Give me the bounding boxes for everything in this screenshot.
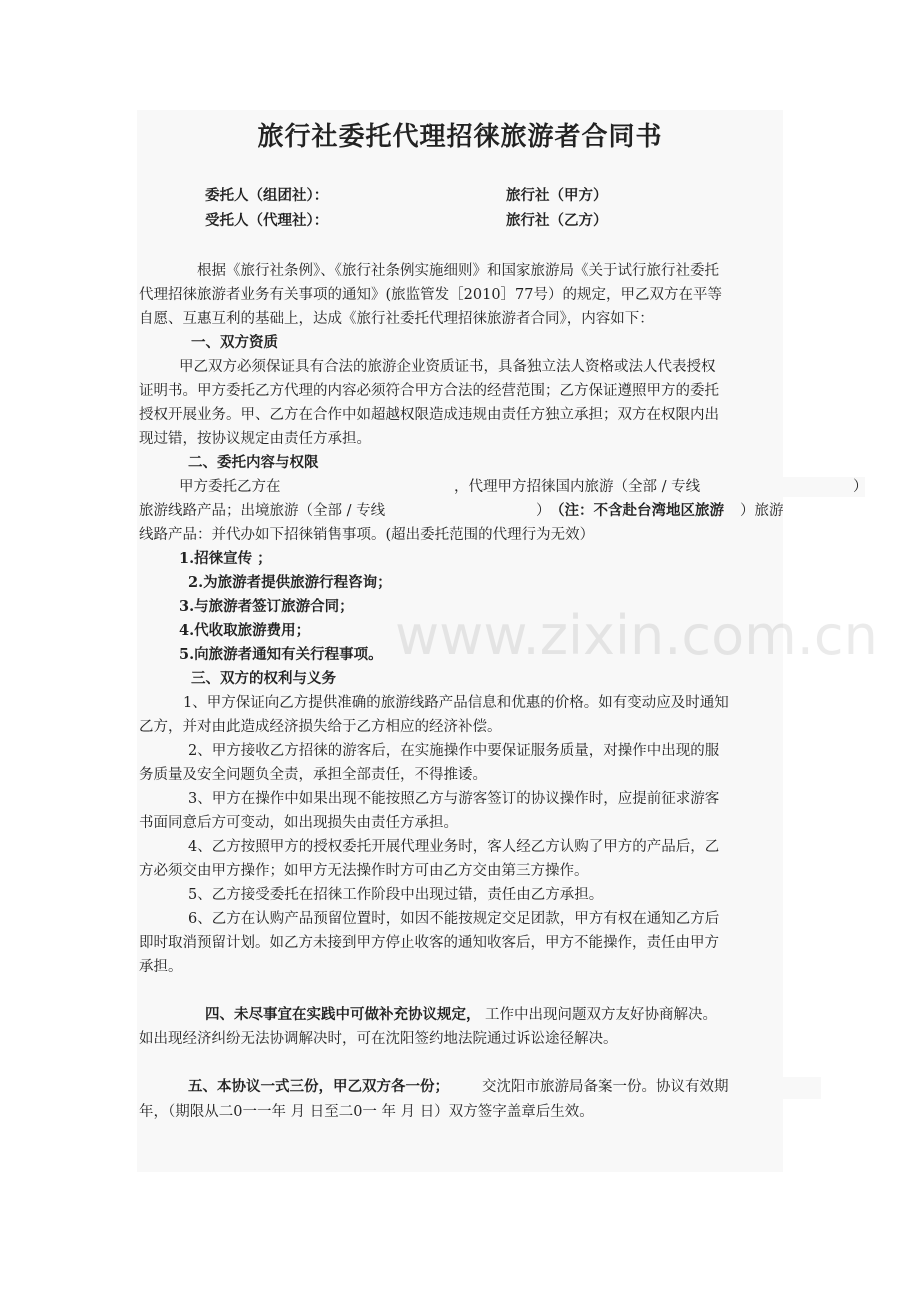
note-taiwan: （注：不含赴台湾地区旅游: [550, 502, 724, 519]
paragraph-line: 年，（期限从二0一一年 月 日至二0一 年 月 日）双方签字盖章后生效。: [139, 1104, 594, 1120]
paragraph-line: 如出现经济纠纷无法协调解决时，可在沈阳签约地法院通过诉讼途径解决。: [139, 1031, 618, 1047]
paragraph-line: 1、甲方保证向乙方提供准确的旅游线路产品信息和优惠的价格。如有变动应及时通知: [183, 695, 729, 711]
paragraph-line: 5、乙方接受委托在招徕工作阶段中出现过错，责任由乙方承担。: [188, 887, 604, 903]
section-heading: 三、双方的权利与义务: [191, 670, 336, 687]
list-item: 1.招徕宣传 ；: [179, 550, 272, 567]
section-heading: 四、未尽事宜在实践中可做补充协议规定，: [205, 1006, 481, 1023]
preamble-line: 自愿、互惠互利的基础上，达成《旅行社委托代理招徕旅游者合同》，内容如下：: [139, 311, 654, 327]
paragraph-line: 即时取消预留计划。如乙方未接到甲方停止收客的通知收客后，甲方不能操作，责任由甲方: [139, 935, 719, 951]
paragraph-line: ）: [536, 503, 551, 519]
list-item: 3.与旅游者签订旅游合同；: [179, 598, 354, 615]
entrustor-role: 旅行社（甲方）: [506, 187, 608, 204]
paragraph-line: 务质量及安全问题负全责，承担全部责任，不得推诿。: [139, 767, 487, 783]
paragraph-line: 线路产品：并代办如下招徕销售事项。(超出委托范围的代理行为无效）: [139, 527, 595, 543]
page-overflow-patch: [783, 1077, 821, 1099]
paragraph-line: 乙方，并对由此造成经济损失给于乙方相应的经济补偿。: [139, 719, 502, 735]
paragraph-line: 甲方委托乙方在: [179, 479, 281, 495]
paragraph-line: 书面同意后方可变动，如出现损失由责任方承担。: [139, 815, 458, 831]
paragraph-line: 工作中出现问题双方友好协商解决。: [485, 1007, 717, 1023]
paragraph-line: 旅游线路产品；出境旅游（全部 / 专线: [139, 503, 386, 519]
paragraph-line: 方必须交由甲方操作；如甲方无法操作时方可由乙方交由第三方操作。: [139, 863, 589, 879]
paragraph-line: 交沈阳市旅游局备案一份。协议有效期: [482, 1079, 729, 1095]
watermark: www.zixin.com.cn: [395, 604, 878, 667]
list-item: 4.代收取旅游费用；: [179, 622, 311, 639]
section-heading: 二、委托内容与权限: [188, 454, 319, 471]
paragraph-line: 3、甲方在操作中如果出现不能按照乙方与游客签订的协议操作时，应提前征求游客: [188, 791, 720, 807]
paragraph-line: 现过错，按协议规定由责任方承担。: [139, 431, 371, 447]
paragraph-line: 甲乙双方必须保证具有合法的旅游企业资质证书，具备独立法人资格或法人代表授权: [179, 359, 716, 375]
section-heading: 一、双方资质: [191, 334, 278, 351]
agent-role: 旅行社（乙方）: [506, 212, 608, 229]
paragraph-line: 6、乙方在认购产品预留位置时，如因不能按规定交足团款，甲方有权在通知乙方后: [188, 911, 720, 927]
preamble-line: 根据《旅行社条例》、《旅行社条例实施细则》和国家旅游局《关于试行旅行社委托: [197, 263, 719, 279]
preamble-line: 代理招徕旅游者业务有关事项的通知》(旅监管发［2010］77号）的规定，甲乙双方在平等: [139, 287, 723, 303]
paragraph-line: ）: [853, 479, 868, 495]
list-item: 2.为旅游者提供旅游行程咨询；: [188, 574, 392, 591]
paragraph-line: 4、乙方按照甲方的授权委托开展代理业务时，客人经乙方认购了甲方的产品后，乙: [188, 839, 720, 855]
paragraph-line: 2、甲方接收乙方招徕的游客后，在实施操作中要保证服务质量，对操作中出现的服: [188, 743, 720, 759]
paragraph-line: 证明书。甲方委托乙方代理的内容必须符合甲方合法的经营范围；乙方保证遵照甲方的委托: [139, 383, 719, 399]
agent-label: 受托人（代理社）：: [205, 212, 329, 229]
document-title: 旅行社委托代理招徕旅游者合同书: [257, 122, 663, 152]
section-heading: 五、本协议一式三份，甲乙双方各一份；: [188, 1078, 449, 1095]
entrustor-label: 委托人（组团社）：: [205, 187, 329, 204]
paragraph-line: ）旅游: [740, 503, 784, 519]
paragraph-line: 授权开展业务。甲、乙方在合作中如超越权限造成违规由责任方独立承担；双方在权限内出: [139, 407, 719, 423]
paragraph-line: ，代理甲方招徕国内旅游（全部 / 专线: [454, 479, 701, 495]
list-item: 5.向旅游者通知有关行程事项。: [179, 646, 383, 663]
paragraph-line: 承担。: [139, 959, 183, 975]
